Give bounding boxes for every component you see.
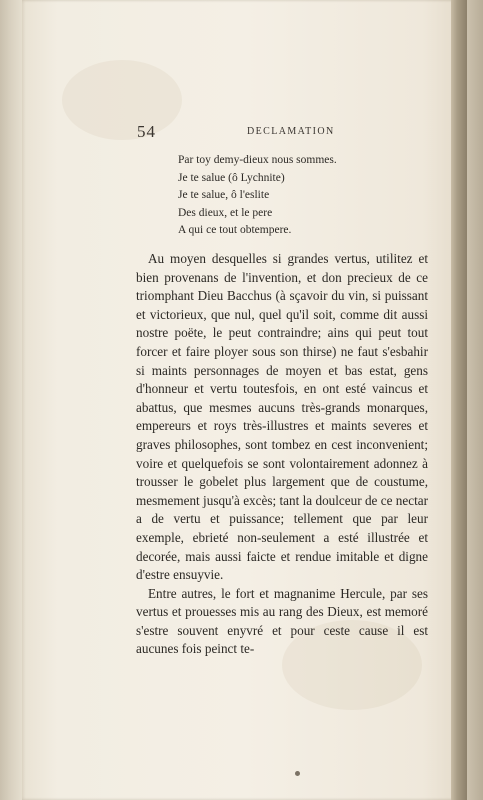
verse-line: A qui ce tout obtempere. <box>178 224 292 236</box>
verse-line: Je te salue, ô l'eslite <box>178 189 270 201</box>
page-edge <box>451 0 467 800</box>
verse-line: Je te salue (ô Lychnite) <box>178 171 285 184</box>
verse-line: Par toy demy-dieux nous sommes. <box>178 154 337 166</box>
page-number: 54 <box>137 122 156 141</box>
paragraph: Entre autres, le fort et magnanime Hercule, par ses vertus et prouesses mis au rang des Dieux, est memoré s'estre souvent enyvré et pour ceste cause il est aucunes fois peinct te- <box>136 585 428 657</box>
running-head: DECLAMATION <box>247 126 335 137</box>
signature-mark <box>295 771 300 776</box>
page-header <box>137 122 432 144</box>
verse-line: Des dieux, et le pere <box>178 206 273 219</box>
verse-block <box>178 152 398 240</box>
paragraph: Au moyen desquelles si grandes vertus, utilitez et bien provenans de l'invention, et don precieux de ce triomphant Dieu Bacchus (à sçavoir du vin, si puissant et victorieux, que nul, quel qu'il soit, comme dit aussi nostre poëte, le peut contraindre; ains qui peut tout forcer et faire ployer sous son thirse) ne faut s'esbahir si maints personnages de moyen et bas estat, gens d'honneur et vertu toutesfois, en ont esté vaincus et abattus, que mesmes aucuns très-grands monarques, empereurs et roys très-illustres et maints severes et graves philosophes, sont tombez en cest inconvenient; voire et quelquefois se sont volontairement adonnez à trousser le gobelet plus largement que de coustume, mesmement jusqu'à excès; tant la doulceur de ce nectar a de vertu et puissance; tellement que par leur exemple, ebrieté non-seulement a esté illustrée et decorée, mais aussi faicte et rendue imitable et digne d'estre ensuyvie. <box>136 251 428 583</box>
body-text <box>136 250 428 659</box>
